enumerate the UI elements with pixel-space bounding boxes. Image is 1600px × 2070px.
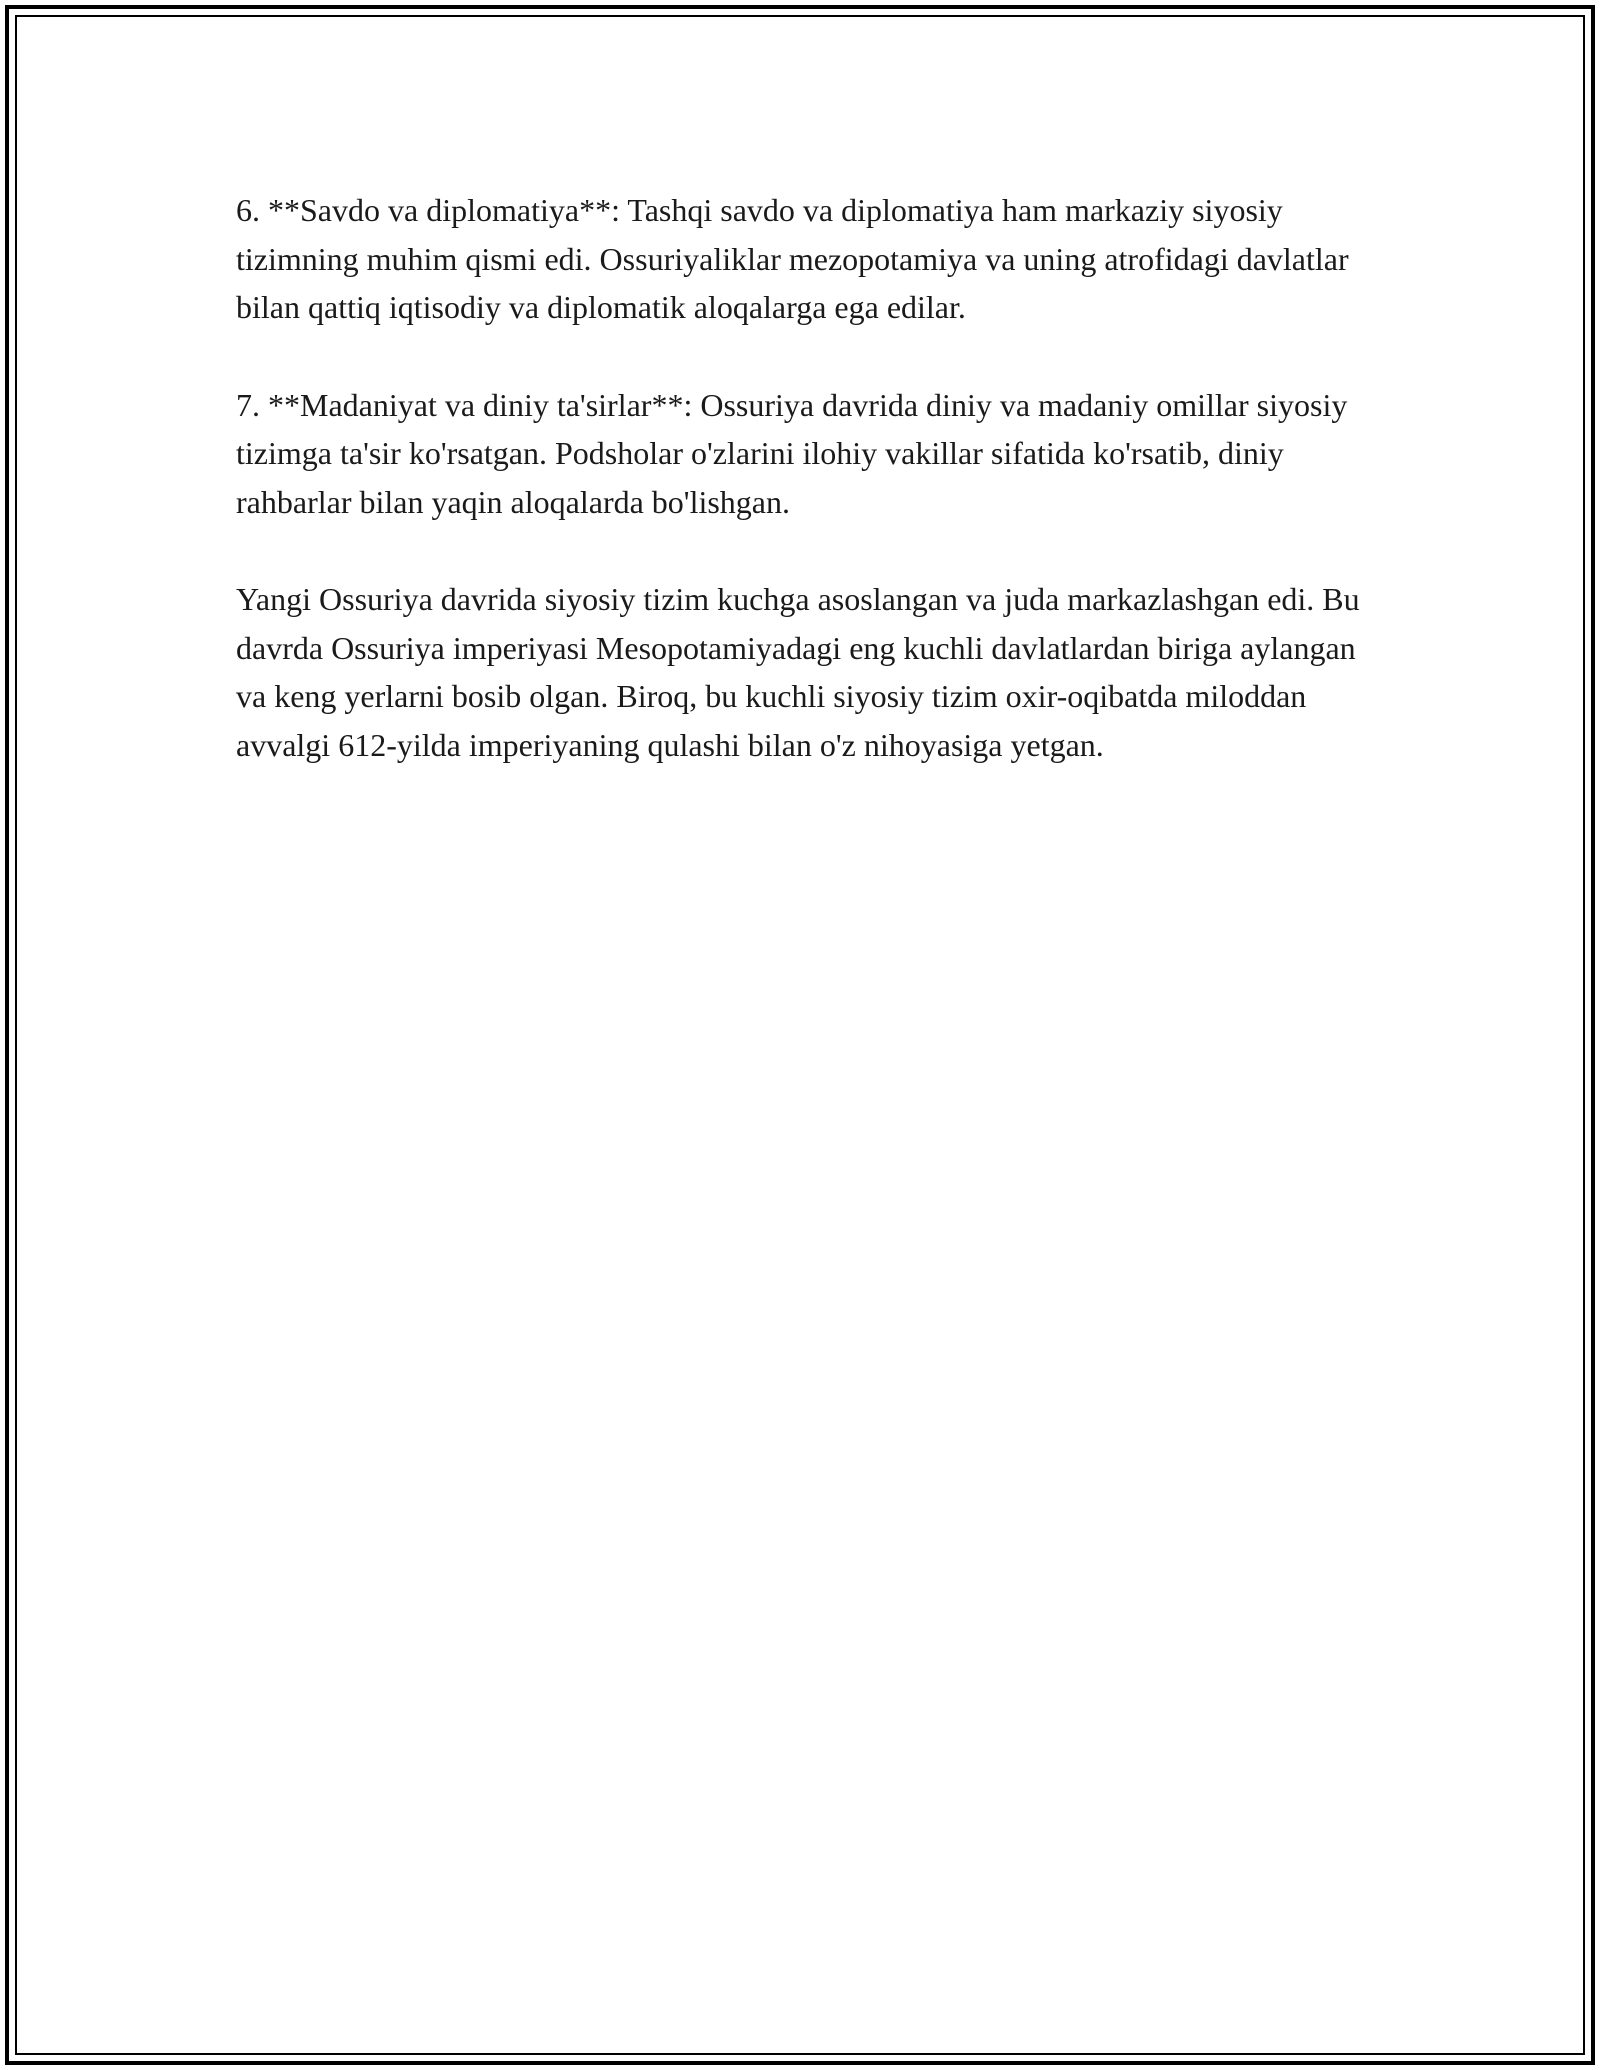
document-body [236,186,1376,818]
paragraph-conclusion: Yangi Ossuriya davrida siyosiy tizim kuchga asoslangan va juda markazlashgan edi. Bu davrda Ossuriya imperiyasi Mesopotamiyadagi eng kuchli davlatlardan biriga aylangan va keng yerlarni bosib olgan. Biroq, bu kuchli siyosiy tizim oxir-oqibatda miloddan avvalgi 612-yilda imperiyaning qulashi bilan o'z nihoyasiga yetgan. [236,581,1360,763]
paragraph-trade-diplomacy: 6. **Savdo va diplomatiya**: Tashqi savdo va diplomatiya ham markaziy siyosiy tizimning muhim qismi edi. Ossuriyaliklar mezopotamiya va uning atrofidagi davlatlar bilan qattiq iqtisodiy va diplomatik aloqalarga ega edilar. [236,192,1349,325]
paragraph-culture-religion: 7. **Madaniyat va diniy ta'sirlar**: Ossuriya davrida diniy va madaniy omillar siyosiy tizimga ta'sir ko'rsatgan. Podsholar o'zlarini ilohiy vakillar sifatida ko'rsatib, diniy rahbarlar bilan yaqin aloqalarda bo'lishgan. [236,386,1348,520]
